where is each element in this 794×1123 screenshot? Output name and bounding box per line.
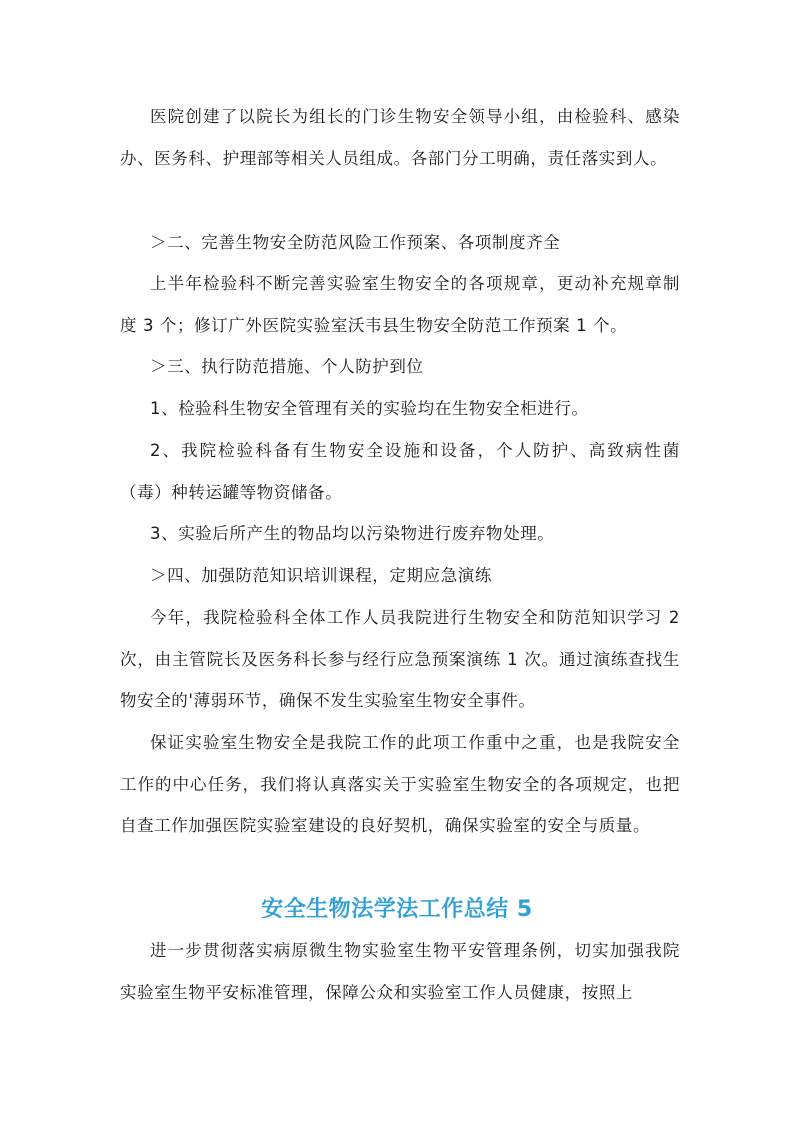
paragraph-training: 今年，我院检验科全体工作人员我院进行生物安全和防范知识学习 2 次，由主管院长及医务科长参与经行应急预案演练 1 次。通过演练查找生物安全的'薄弱环节，确保不发生实验室生物安全事件。 (120, 608, 680, 710)
subheading-protective-measures: ＞三、执行防范措施、个人防护到位 (150, 357, 424, 376)
subheading-training-drills: ＞四、加强防范知识培训课程，定期应急演练 (150, 566, 492, 585)
paragraph-item-1: 1、检验科生物安全管理有关的实验均在生物安全柜进行。 (150, 399, 589, 418)
paragraph-conclusion: 保证实验室生物安全是我院工作的此项工作重中之重，也是我院安全工作的中心任务，我们将认真落实关于实验室生物安全的各项规定，也把自查工作加强医院实验室建设的良好契机，确保实验室的安全与质量。 (120, 733, 680, 835)
section-title: 安全生物法学法工作总结 5 (261, 897, 533, 922)
paragraph-leadership-group: 医院创建了以院长为组长的门诊生物安全领导小组，由检验科、感染办、医务科、护理部等相关人员组成。各部门分工明确，责任落实到人。 (120, 107, 680, 168)
subheading-plans-and-rules: ＞二、完善生物安全防范风险工作预案、各项制度齐全 (150, 233, 561, 252)
paragraph-item-2: 2、我院检验科备有生物安全设施和设备，个人防护、高致病性菌（毒）种转运罐等物资储备。 (120, 441, 680, 502)
paragraph-item-3: 3、实验后所产生的物品均以污染物进行废弃物处理。 (150, 524, 555, 543)
paragraph-section5-intro: 进一步贯彻落实病原微生物实验室生物平安管理条例，切实加强我院实验室生物平安标准管理，保障公众和实验室工作人员健康，按照上 (120, 941, 680, 1002)
paragraph-regulations: 上半年检验科不断完善实验室生物安全的各项规章，更动补充规章制度 3 个；修订广外医院实验室沃韦县生物安全防范工作预案 1 个。 (120, 274, 680, 335)
